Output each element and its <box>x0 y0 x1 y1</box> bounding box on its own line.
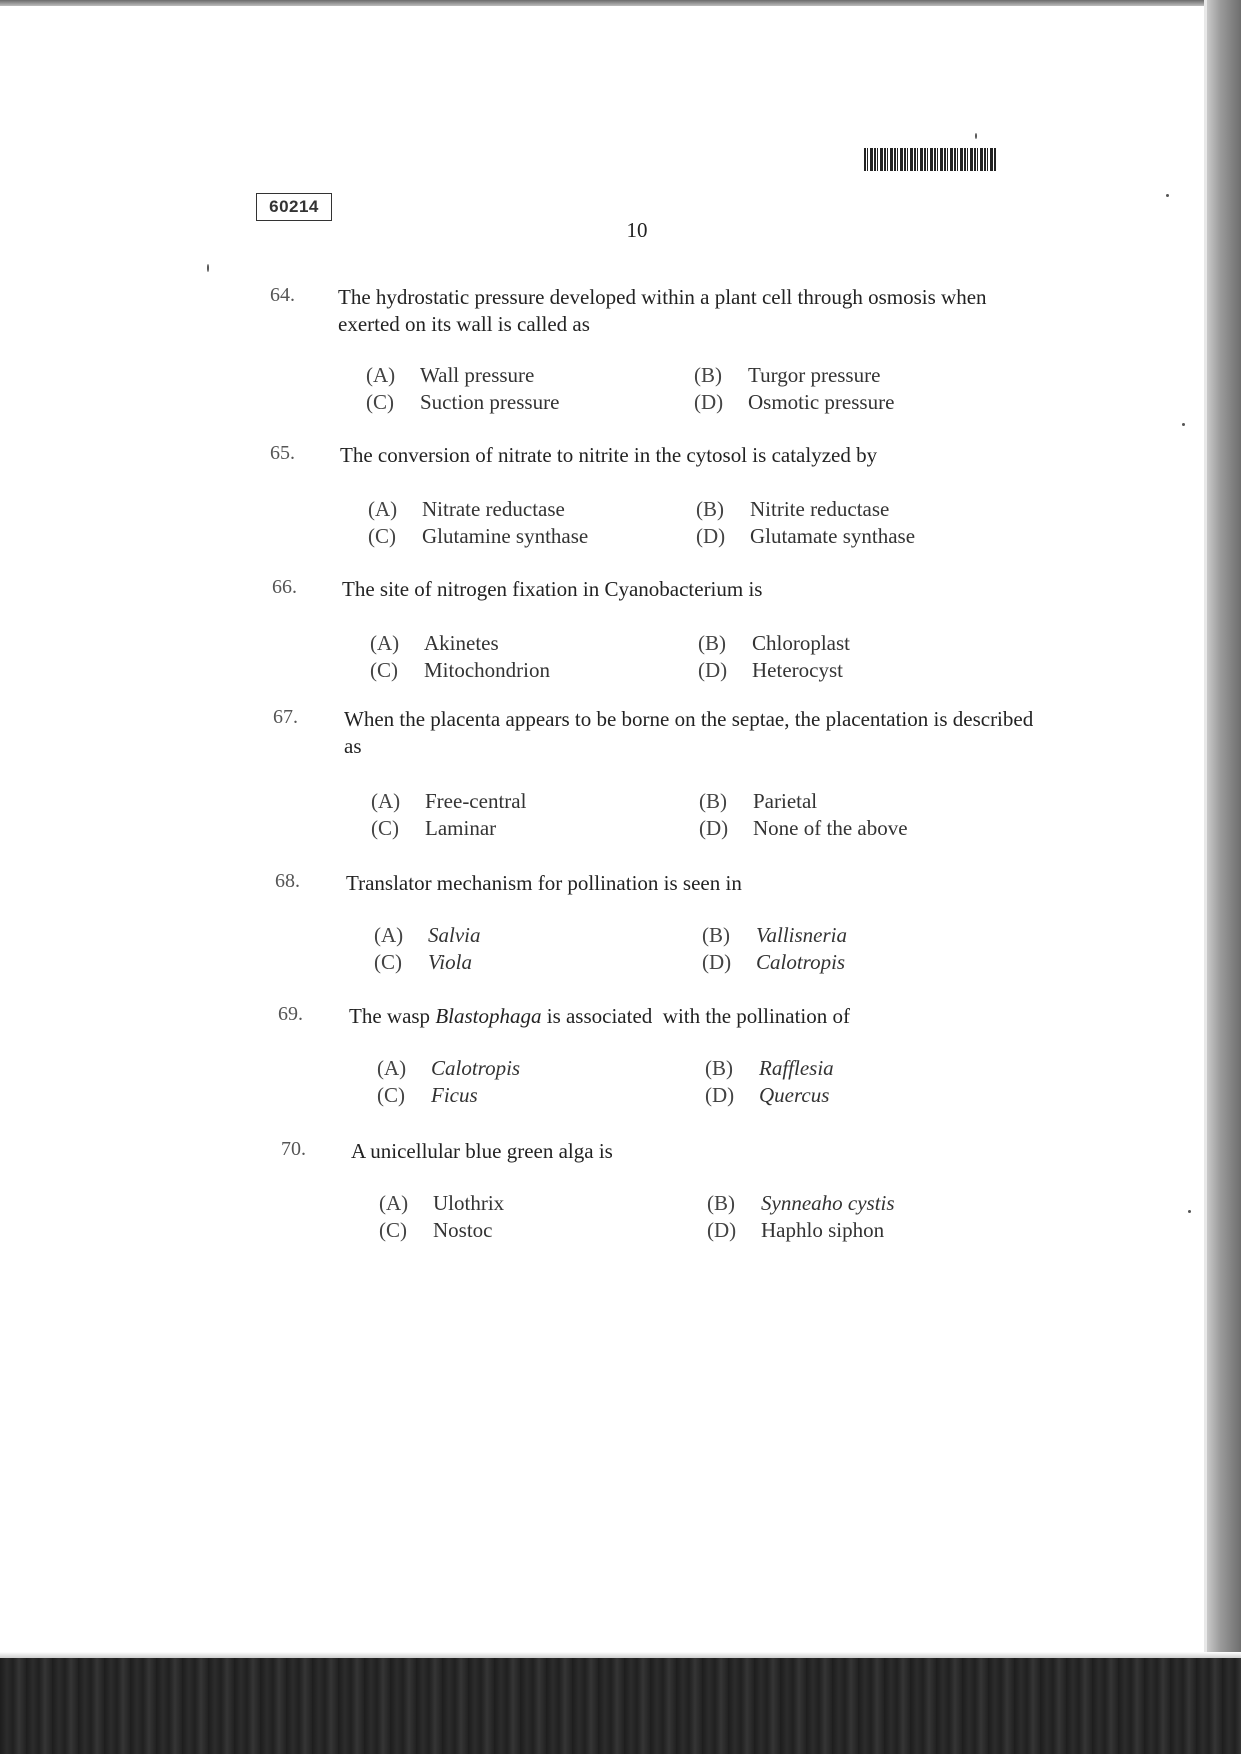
option-text: Rafflesia <box>759 1056 834 1080</box>
option-text: Quercus <box>759 1083 830 1107</box>
option-b[interactable] <box>702 923 1002 948</box>
option-text: None of the above <box>753 816 908 840</box>
options-grid <box>368 497 996 549</box>
option-text: Nostoc <box>433 1218 493 1242</box>
option-letter: (C) <box>374 950 402 974</box>
options-grid <box>366 363 994 415</box>
option-c[interactable] <box>374 950 702 975</box>
option-text: Nitrite reductase <box>750 497 890 521</box>
option-d[interactable] <box>698 658 998 683</box>
option-c[interactable] <box>366 390 694 415</box>
option-b[interactable] <box>705 1056 1005 1081</box>
option-b[interactable] <box>707 1191 1007 1216</box>
option-letter: (D) <box>705 1083 735 1107</box>
question-68 <box>275 870 1015 980</box>
option-text: Osmotic pressure <box>748 390 895 414</box>
option-text: Nitrate reductase <box>422 497 565 521</box>
option-a[interactable] <box>379 1191 707 1216</box>
question-text: Translator mechanism for pollination is seen in <box>346 871 742 895</box>
option-text: Suction pressure <box>420 390 560 414</box>
question-70 <box>281 1138 1021 1248</box>
option-a[interactable] <box>368 497 696 522</box>
option-letter: (A) <box>377 1056 407 1080</box>
question-65 <box>270 442 1010 552</box>
option-text: Turgor pressure <box>748 363 881 387</box>
option-letter: (B) <box>694 363 722 387</box>
question-66 <box>272 576 1012 686</box>
option-letter: (B) <box>699 789 727 813</box>
option-d[interactable] <box>696 524 996 549</box>
option-text: Akinetes <box>424 631 499 655</box>
question-text-italic: Blastophaga <box>435 1004 542 1028</box>
option-d[interactable] <box>699 816 999 841</box>
options-grid <box>377 1056 1005 1108</box>
option-c[interactable] <box>379 1218 707 1243</box>
question-67 <box>273 706 1034 846</box>
option-c[interactable] <box>368 524 696 549</box>
options-grid <box>371 789 999 841</box>
option-letter: (D) <box>702 950 732 974</box>
option-b[interactable] <box>694 363 994 388</box>
options-grid <box>374 923 1002 975</box>
option-text: Heterocyst <box>752 658 843 682</box>
option-text: Vallisneria <box>756 923 848 947</box>
option-text: Calotropis <box>756 950 846 974</box>
option-b[interactable] <box>696 497 996 522</box>
option-letter: (B) <box>696 497 724 521</box>
option-text: Parietal <box>753 789 818 813</box>
option-text: Calotropis <box>431 1056 521 1080</box>
question-64 <box>270 284 1010 414</box>
option-text: Wall pressure <box>420 363 535 387</box>
option-text: Ficus <box>431 1083 478 1107</box>
option-letter: (B) <box>705 1056 733 1080</box>
question-number: 70. <box>281 1138 306 1160</box>
option-a[interactable] <box>371 789 699 814</box>
option-text: Ulothrix <box>433 1191 505 1215</box>
option-letter: (A) <box>379 1191 409 1215</box>
question-number: 67. <box>273 706 298 728</box>
option-letter: (A) <box>368 497 398 521</box>
question-text: The site of nitrogen fixation in Cyanobacterium is <box>342 577 763 601</box>
option-text: Chloroplast <box>752 631 850 655</box>
scan-speck <box>1188 1210 1191 1213</box>
option-letter: (D) <box>698 658 728 682</box>
barcode <box>864 148 996 171</box>
option-letter: (D) <box>699 816 729 840</box>
option-text: Salvia <box>428 923 481 947</box>
scan-speck <box>1182 423 1185 426</box>
option-letter: (A) <box>371 789 401 813</box>
option-b[interactable] <box>699 789 999 814</box>
option-d[interactable] <box>707 1218 1007 1243</box>
option-letter: (A) <box>370 631 400 655</box>
option-c[interactable] <box>371 816 699 841</box>
option-letter: (C) <box>379 1218 407 1242</box>
option-text: Haphlo siphon <box>761 1218 885 1242</box>
options-grid <box>379 1191 1007 1243</box>
question-text: The conversion of nitrate to nitrite in the cytosol is catalyzed by <box>340 443 878 467</box>
option-text: Glutamine synthase <box>422 524 589 548</box>
option-c[interactable] <box>370 658 698 683</box>
option-letter: (C) <box>377 1083 405 1107</box>
option-text: Glutamate synthase <box>750 524 916 548</box>
option-letter: (C) <box>368 524 396 548</box>
option-letter: (C) <box>371 816 399 840</box>
question-text-part: The wasp <box>349 1004 436 1028</box>
option-a[interactable] <box>377 1056 705 1081</box>
option-letter: (C) <box>366 390 394 414</box>
question-text: The hydrostatic pressure developed within a plant cell through osmosis when exerted on its wall is called as <box>338 285 987 336</box>
question-text: When the placenta appears to be borne on the septae, the placentation is described as <box>344 707 1034 758</box>
scan-top-edge <box>0 0 1241 6</box>
question-number: 66. <box>272 576 297 598</box>
option-a[interactable] <box>366 363 694 388</box>
scan-speck <box>975 133 977 139</box>
scan-right-edge <box>1207 0 1241 1754</box>
option-text: Laminar <box>425 816 497 840</box>
paper-code-box: 60214 <box>256 193 332 221</box>
option-letter: (D) <box>694 390 724 414</box>
scan-bottom-edge <box>0 1658 1241 1754</box>
option-letter: (C) <box>370 658 398 682</box>
option-letter: (D) <box>707 1218 737 1242</box>
option-text: Free-central <box>425 789 527 813</box>
option-a[interactable] <box>370 631 698 656</box>
option-letter: (A) <box>366 363 396 387</box>
option-letter: (D) <box>696 524 726 548</box>
option-c[interactable] <box>377 1083 705 1108</box>
scan-speck <box>207 264 209 272</box>
option-d[interactable] <box>702 950 1002 975</box>
question-number: 65. <box>270 442 295 464</box>
option-a[interactable] <box>374 923 702 948</box>
option-d[interactable] <box>705 1083 1005 1108</box>
option-letter: (B) <box>702 923 730 947</box>
option-letter: (A) <box>374 923 404 947</box>
option-text: Synneaho cystis <box>761 1191 895 1215</box>
page-number: 10 <box>626 218 648 242</box>
question-number: 64. <box>270 284 295 306</box>
option-text: Viola <box>428 950 472 974</box>
option-text: Mitochondrion <box>424 658 550 682</box>
option-letter: (B) <box>698 631 726 655</box>
question-text <box>349 1003 1039 1030</box>
option-letter: (B) <box>707 1191 735 1215</box>
scan-speck <box>1166 194 1169 197</box>
question-text: A unicellular blue green alga is <box>351 1139 613 1163</box>
option-d[interactable] <box>694 390 994 415</box>
question-number: 68. <box>275 870 300 892</box>
question-text-part: is associated with the pollination of <box>541 1004 851 1028</box>
option-b[interactable] <box>698 631 998 656</box>
options-grid <box>370 631 998 683</box>
question-69 <box>278 1003 1018 1113</box>
question-number: 69. <box>278 1003 303 1025</box>
